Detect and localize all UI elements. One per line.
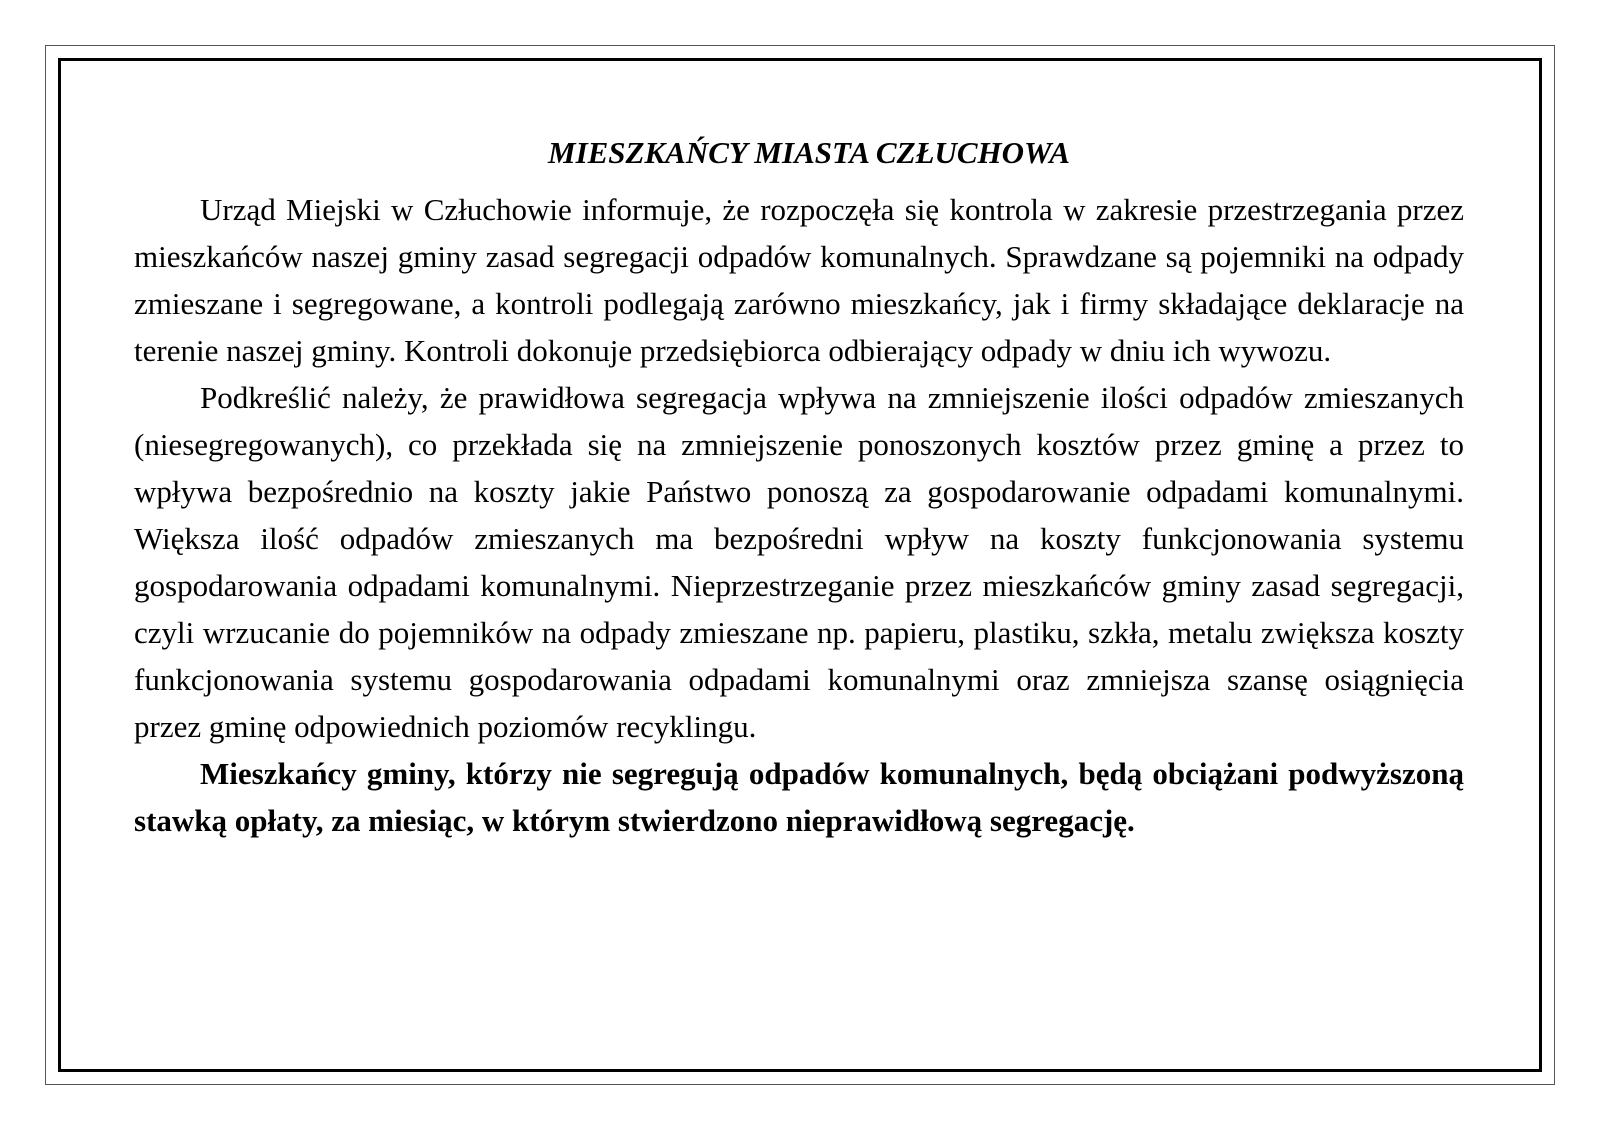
notice-title: MIESZKAŃCY MIASTA CZŁUCHOWA — [548, 135, 1070, 170]
paragraph-segregation-costs: Podkreślić należy, że prawidłowa segregacja wpływa na zmniejszenie ilości odpadów zmieszanych (niesegregowanych), co przekłada się na zmniejszenie ponoszonych kosztów przez gminę a przez to wpływa bezpośrednio na koszty jakie Państwo ponoszą za gospodarowanie odpadami komunalnymi. Większa ilość odpadów zmieszanych ma bezpośredni wpływ na koszty funkcjonowania systemu gospodarowania odpadami komunalnymi. Nieprzestrzeganie przez mieszkańców gminy zasad segregacji, czyli wrzucanie do pojemników na odpady zmieszane np. papieru, plastiku, szkła, metalu zwiększa koszty funkcjonowania systemu gospodarowania odpadami komunalnymi oraz zmniejsza szansę osiągnięcia przez gminę odpowiednich poziomów recyklingu. — [134, 380, 1464, 744]
paragraph-penalty-warning: Mieszkańcy gminy, którzy nie segregują odpadów komunalnych, będą obciążani podwyższoną stawką opłaty, za miesiąc, w którym stwierdzono nieprawidłową segregację. — [134, 756, 1464, 838]
paragraph-control-info: Urząd Miejski w Człuchowie informuje, że rozpoczęła się kontrola w zakresie przestrzegania przez mieszkańców naszej gminy zasad segregacji odpadów komunalnych. Sprawdzane są pojemniki na odpady zmieszane i segregowane, a kontroli podlegają zarówno mieszkańcy, jak i firmy składające deklaracje na terenie naszej gminy. Kontroli dokonuje przedsiębiorca odbierający odpady w dniu ich wywozu. — [134, 192, 1464, 368]
notice-content — [134, 124, 1464, 844]
